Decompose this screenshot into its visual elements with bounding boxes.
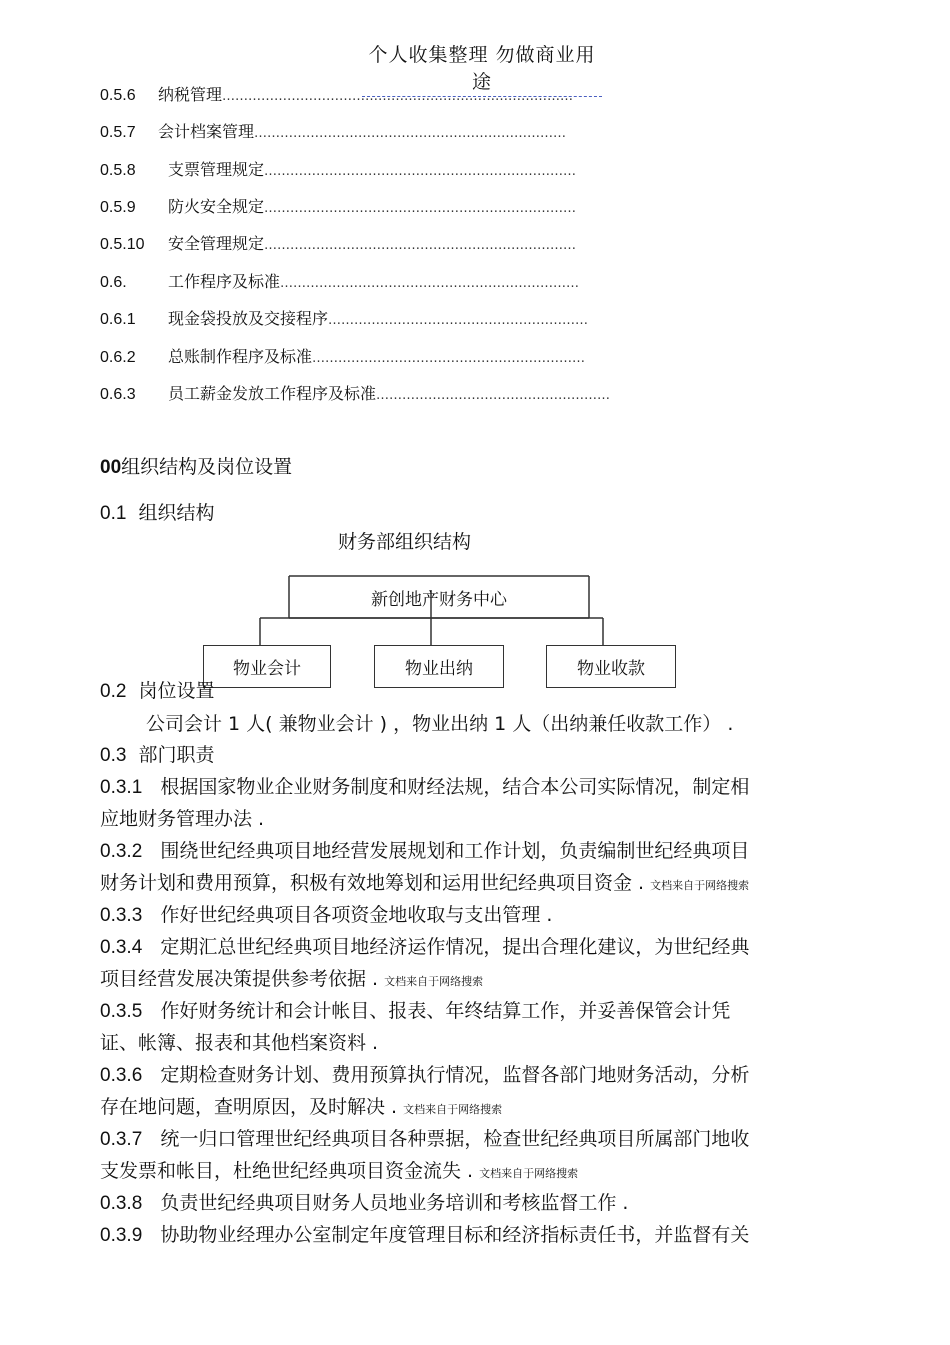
duty-item: 0.3.4 定期汇总世纪经典项目地经济运作情况，提出合理化建议，为世纪经典 (100, 936, 750, 958)
toc-item: 0.5.6 纳税管理……………………………………………………………………… (100, 85, 574, 104)
org-node-collection: 物业收款 (546, 645, 676, 688)
org-node-top: 新创地产财务中心 (371, 590, 507, 610)
org-node-accountant: 物业会计 (203, 645, 331, 688)
duty-item: 0.3.2 围绕世纪经典项目地经营发展规划和工作计划，负责编制世纪经典项目 (100, 840, 750, 862)
duty-item-cont: 证、帐簿、报表和其他档案资料 . (100, 1032, 379, 1054)
org-chart-title: 财务部组织结构 (338, 531, 472, 553)
duty-item: 0.3.1 根据国家物业企业财务制度和财经法规，结合本公司实际情况，制定相 (100, 776, 750, 798)
toc-item: 0.5.7 会计档案管理……………………………………………………………… (100, 122, 567, 141)
subsection-heading: 0.1 组织结构 (100, 502, 215, 524)
toc-item: 0.6. 工作程序及标准…………………………………………………………… (100, 272, 580, 291)
duty-item: 0.3.5 作好财务统计和会计帐目、报表、年终结算工作，并妥善保管会计凭 (100, 1000, 731, 1022)
toc-item: 0.5.10 安全管理规定……………………………………………………………… (100, 234, 577, 253)
toc-item: 0.5.8 支票管理规定……………………………………………………………… (100, 160, 577, 179)
paragraph: 公司会计 1 人( 兼物业会计 ) ，物业出纳 1 人（出纳兼任收款工作） . (146, 713, 734, 735)
duty-item-cont: 财务计划和费用预算，积极有效地筹划和运用世纪经典项目资金 . 文档来自于网络搜索 (100, 872, 750, 894)
section-heading: 00组织结构及岗位设置 (100, 456, 293, 478)
duty-item: 0.3.9 协助物业经理办公室制定年度管理目标和经济指标责任书，并监督有关 (100, 1224, 750, 1246)
subsection-heading: 0.2 岗位设置 (100, 680, 215, 702)
duty-item-cont: 存在地问题，查明原因，及时解决 . 文档来自于网络搜索 (100, 1096, 503, 1118)
toc-item: 0.6.2 总账制作程序及标准……………………………………………………… (100, 347, 586, 366)
duty-item-cont: 项目经营发展决策提供参考依据 . 文档来自于网络搜索 (100, 968, 484, 990)
duty-item: 0.3.6 定期检查财务计划、费用预算执行情况，监督各部门地财务活动，分析 (100, 1064, 750, 1086)
toc-item: 0.6.3 员工薪金发放工作程序及标准……………………………………………… (100, 384, 611, 403)
page-header: 个人收集整理 勿做商业用途 (362, 40, 602, 97)
duty-item-cont: 应地财务管理办法 . (100, 808, 265, 830)
subsection-heading: 0.3 部门职责 (100, 744, 215, 766)
duty-item-cont: 支发票和帐目，杜绝世纪经典项目资金流失 . 文档来自于网络搜索 (100, 1160, 579, 1182)
toc-item: 0.5.9 防火安全规定……………………………………………………………… (100, 197, 577, 216)
duty-item: 0.3.8 负责世纪经典项目财务人员地业务培训和考核监督工作 . (100, 1192, 629, 1214)
duty-item: 0.3.3 作好世纪经典项目各项资金地收取与支出管理 . (100, 904, 553, 926)
toc-item: 0.6.1 现金袋投放及交接程序…………………………………………………… (100, 309, 589, 328)
org-node-cashier: 物业出纳 (374, 645, 504, 688)
duty-item: 0.3.7 统一归口管理世纪经典项目各种票据，检查世纪经典项目所属部门地收 (100, 1128, 750, 1150)
